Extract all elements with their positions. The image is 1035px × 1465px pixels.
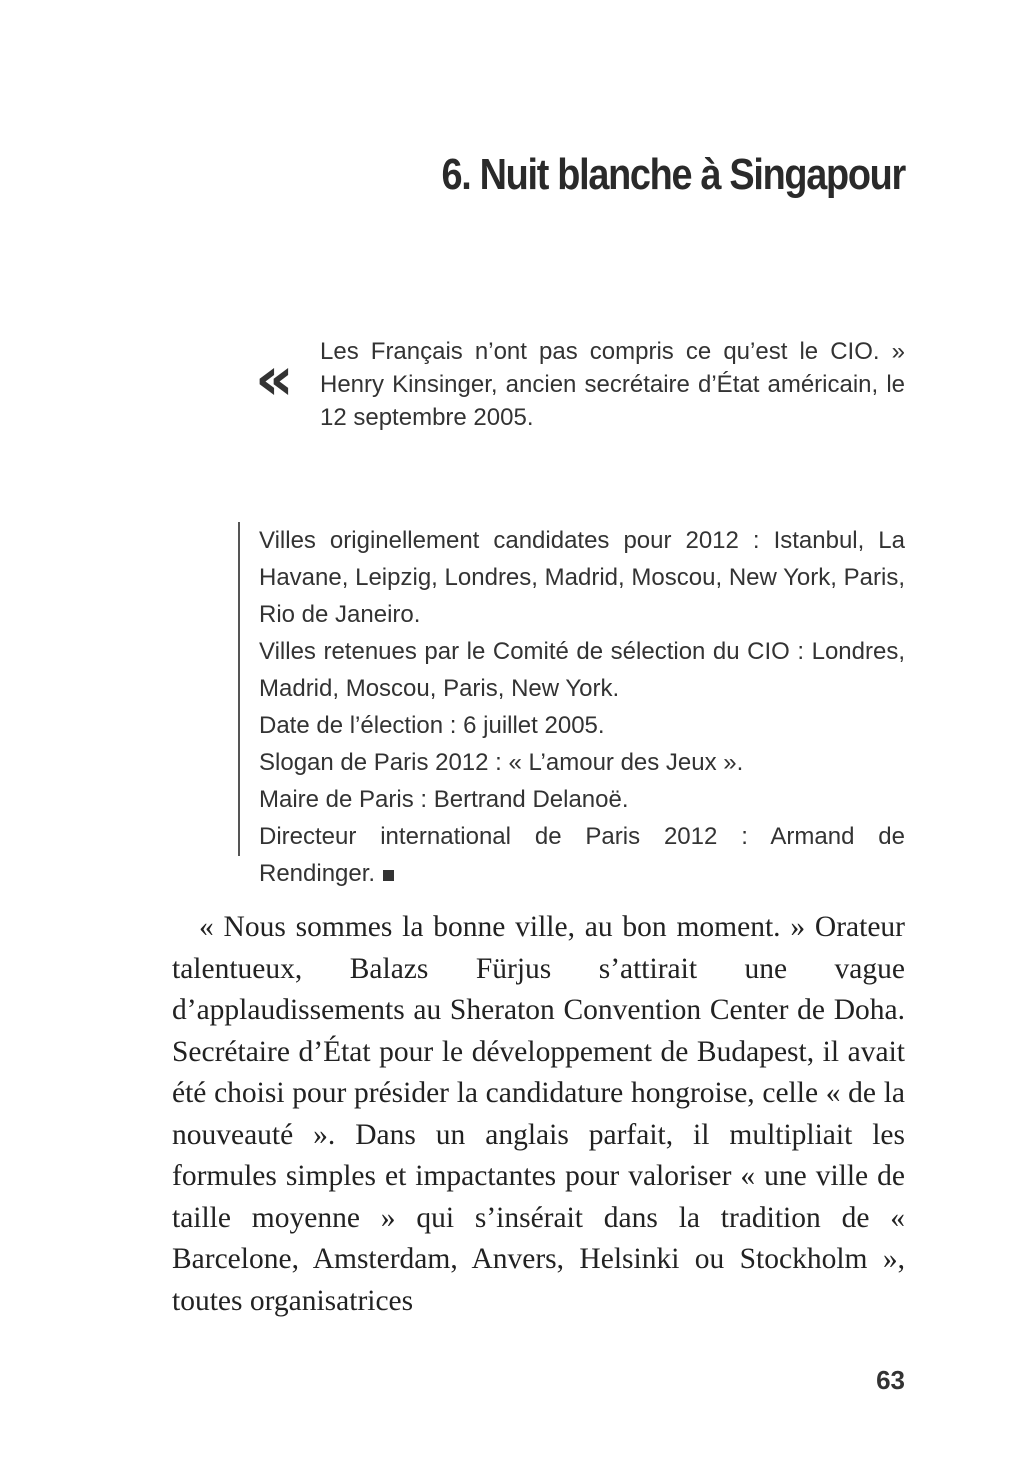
- fact-director-text: Directeur international de Paris 2012 : Armand de Rendinger.: [259, 823, 905, 887]
- quote-mark-icon: «: [255, 344, 294, 414]
- body-paragraph: « Nous sommes la bonne ville, au bon moment. » Orateur talentueux, Balazs Fürjus s’attirait une vague d’applaudissements au Sheraton Convention Center de Doha. Secrétaire d’État pour le développement de Budapest, il avait été choisi pour présider la candidature hongroise, celle « de la nouveauté ». Dans un anglais parfait, il multipliait les formules simples et impactantes pour valoriser « une ville de taille moyenne » qui s’insérait dans la tradition de « Barcelone, Amsterdam, Anvers, Helsinki ou Stockholm », toutes organisatrices: [172, 911, 905, 1317]
- epigraph-text: Les Français n’ont pas compris ce qu’est le CIO. » Henry Kinsinger, ancien secrétaire d’État américain, le 12 septembre 2005.: [320, 338, 905, 431]
- fact-box: [238, 522, 905, 887]
- fact-election-date: Date de l’élection : 6 juillet 2005.: [259, 712, 605, 739]
- fact-mayor: Maire de Paris : Bertrand Delanoë.: [259, 786, 629, 813]
- page-number: 63: [876, 1365, 905, 1395]
- fact-shortlisted-cities: Villes retenues par le Comité de sélection du CIO : Londres, Madrid, Moscou, Paris, New York.: [259, 638, 905, 702]
- fact-director: [259, 818, 905, 892]
- body-text: [172, 907, 905, 1322]
- fact-slogan: Slogan de Paris 2012 : « L’amour des Jeux ».: [259, 749, 744, 776]
- chapter-title: 6. Nuit blanche à Singapour: [441, 150, 905, 199]
- end-square-icon: [383, 870, 394, 881]
- fact-candidate-cities: Villes originellement candidates pour 2012 : Istanbul, La Havane, Leipzig, Londres, Madrid, Moscou, New York, Paris, Rio de Janeiro.: [259, 527, 905, 628]
